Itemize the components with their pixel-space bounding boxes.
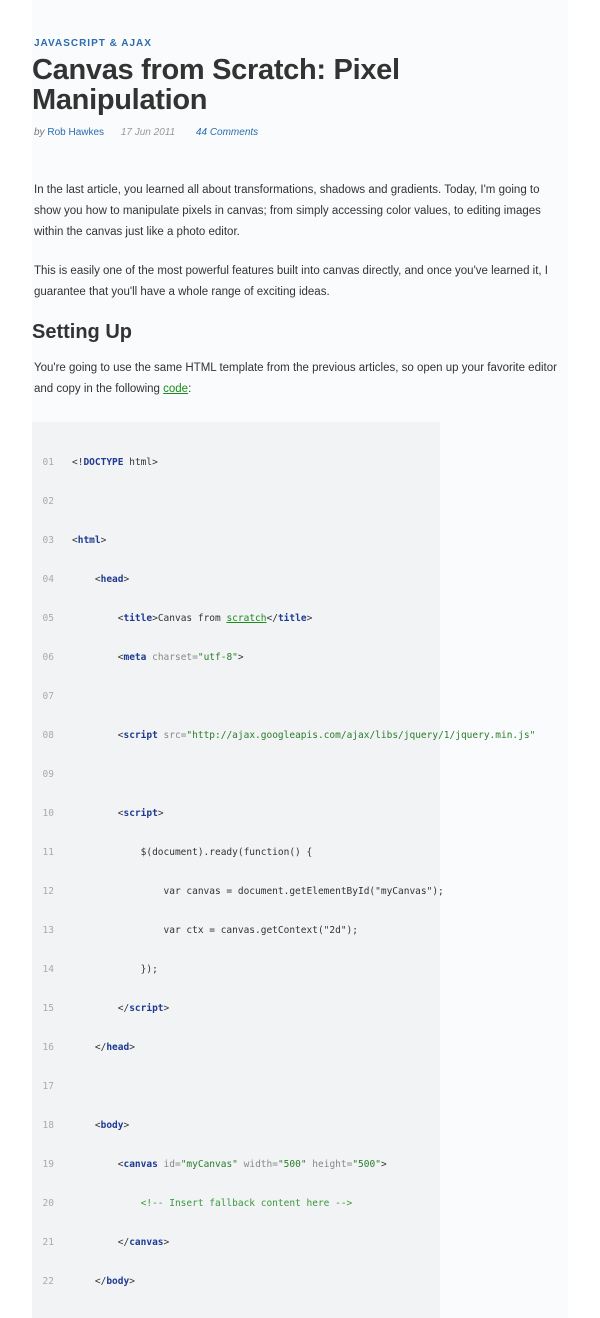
code-link[interactable]: code [163,383,189,395]
line-number: 03 [42,535,54,546]
section-heading: Setting Up [32,321,132,343]
code-line: 13 var ctx = canvas.getContext("2d"); [32,924,440,937]
code-line [32,768,440,781]
line-number: 11 [42,847,54,858]
title-line-1: Canvas from Scratch: Pixel [32,54,400,86]
line-number: 16 [42,1042,54,1053]
page-title [32,55,568,115]
publish-date: 17 Jun 2011 [120,127,176,138]
line-number: 04 [42,574,54,585]
code-line: 15 </script> [32,1002,440,1015]
comments-link[interactable]: 44 Comments [195,127,259,138]
by-label: by [34,127,45,138]
line-number: 05 [42,613,54,624]
article-page [32,0,568,1318]
line-number: 19 [42,1159,54,1170]
article-meta [34,127,568,138]
code-line: 10 <script> [32,807,440,820]
line-number: 17 [42,1081,54,1092]
code-line: 19 <canvas id="myCanvas" width="500" height="500"> [32,1158,440,1171]
line-number: 13 [42,925,54,936]
code-line: 06 <meta charset="utf-8"> [32,651,440,664]
code-line: 08 <script src="http://ajax.googleapis.com/ajax/libs/jquery/1/jquery.min.js" [32,729,440,742]
scratch-link[interactable]: scratch [226,613,267,624]
setup-paragraph [32,358,568,400]
line-number: 12 [42,886,54,897]
line-number: 21 [42,1237,54,1248]
code-line: 22 </body> [32,1275,440,1288]
code-line: 14 }); [32,963,440,976]
line-number: 02 [42,496,54,507]
setup-text: You're going to use the same HTML template from the previous articles, so open up your favorite editor and copy in the following [34,362,557,395]
line-number: 09 [42,769,54,780]
line-number: 10 [42,808,54,819]
line-number: 07 [42,691,54,702]
line-number: 20 [42,1198,54,1209]
code-line: 21 </canvas> [32,1236,440,1249]
code-line: 16 </head> [32,1041,440,1054]
line-number: 14 [42,964,54,975]
line-number: 18 [42,1120,54,1131]
line-number: 08 [42,730,54,741]
code-line [32,1080,440,1093]
code-line: 04 <head> [32,573,440,586]
code-line: 05 <title>Canvas from scratch</title> [32,612,440,625]
intro-paragraph: In the last article, you learned all about transformations, shadows and gradients. Today, I'm going to show you how to manipulate pixels in canvas; from simply accessing color values, to editing images within the canvas just like a photo editor. [34,184,541,238]
line-number: 01 [42,457,54,468]
setup-text-end: : [188,383,192,395]
code-line: 18 <body> [32,1119,440,1132]
code-line [32,495,440,508]
code-line: 12 var canvas = document.getElementById("myCanvas"); [32,885,440,898]
author-link[interactable]: Rob Hawkes [47,127,105,138]
line-number: 06 [42,652,54,663]
code-line: 01 <!DOCTYPE html> [32,456,440,469]
code-line: 20 <!-- Insert fallback content here --> [32,1197,440,1210]
second-paragraph: This is easily one of the most powerful features built into canvas directly, and once you've learned it, I guarantee that you'll have a whole range of exciting ideas. [34,265,549,298]
code-line [32,690,440,703]
code-line: 11 $(document).ready(function() { [32,846,440,859]
title-line-2: Manipulation [32,84,208,116]
line-number: 22 [42,1276,54,1287]
line-number: 15 [42,1003,54,1014]
category-label[interactable]: JAVASCRIPT & AJAX [34,38,152,49]
code-line: 03 <html> [32,534,440,547]
code-block [32,422,536,1318]
